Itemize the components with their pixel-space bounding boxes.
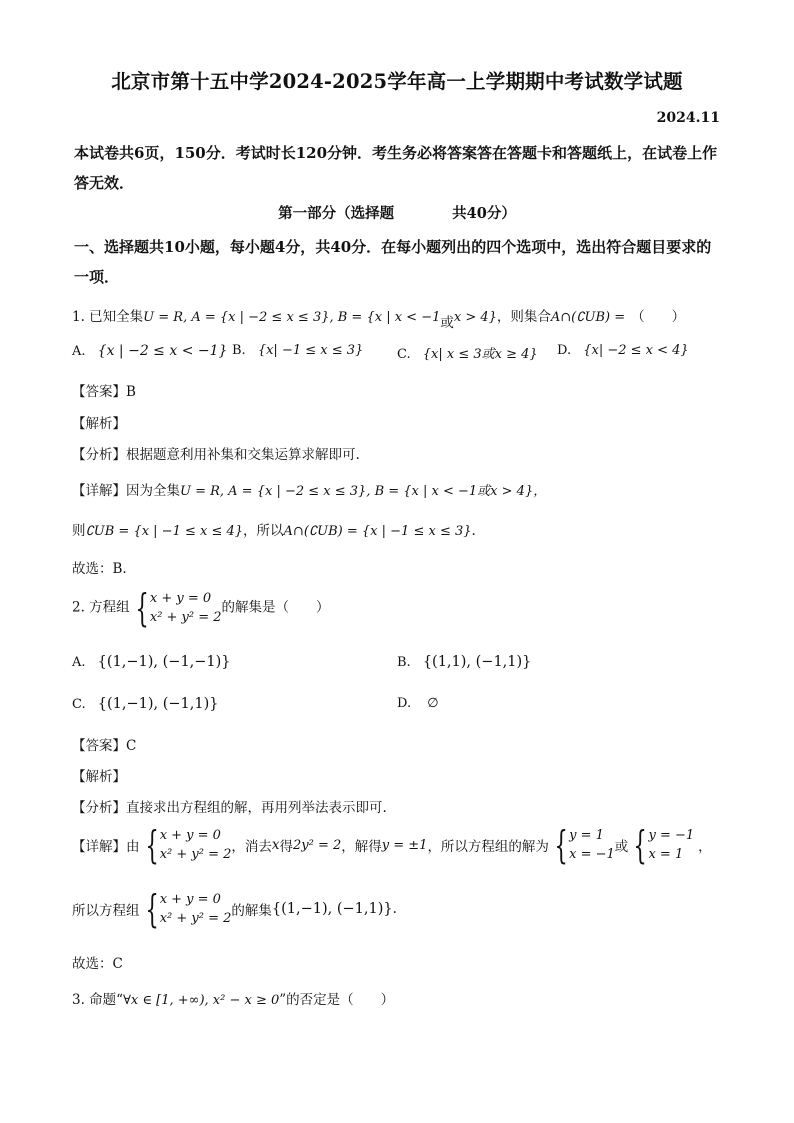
q2-solution-2: { y = −1 x = 1 (633, 823, 695, 867)
q2-system: { x + y = 0 x² + y² = 2 (135, 586, 222, 630)
question-3-suffix: ”的否定是（ ） (279, 992, 395, 1008)
line2-a: 则 (72, 523, 86, 539)
question-1-or: 或 (440, 315, 454, 331)
xiangjie-sets: U = R, A = {x | −2 ≤ x ≤ 3}, B = {x | x < −1或x > 4}， (180, 484, 547, 499)
conclusion-end: . (392, 901, 397, 917)
q1-xiangjie (72, 479, 546, 499)
q1-choose: 故选：B. (72, 561, 127, 577)
question-2-stem (72, 586, 330, 630)
conclusion-set: {(1,−1), (−1,1)} (271, 901, 393, 917)
xiangjie-part: ，所以方程组的解为 (427, 839, 549, 855)
part-heading: 第一部分（选择题 共40分） (278, 205, 516, 222)
system-row-1: x + y = 0 (159, 892, 221, 907)
option-label: D. (557, 343, 572, 358)
option-text: {x| −1 ≤ x ≤ 3} (257, 343, 364, 358)
line2-c: ，所以 (243, 523, 284, 539)
option-text: {(1,−1), (−1,1)} (97, 696, 219, 712)
option-label: C. (72, 697, 86, 712)
question-3-prefix: 3. 命题“ (72, 992, 124, 1008)
q1-xiangjie-line2 (72, 519, 476, 539)
system-row-2: x² + y² = 2 (159, 847, 232, 862)
question-1-prefix: 1. 已知全集 (72, 309, 144, 325)
q2-fenxi (72, 796, 387, 816)
option-label: A. (72, 655, 86, 670)
q1-option-d (557, 343, 689, 358)
q1-answer (72, 380, 136, 400)
q1-option-a (72, 343, 227, 359)
q2-system-3: { x + y = 0 x² + y² = 2 (144, 887, 232, 931)
option-label: C. (397, 347, 411, 362)
question-1-expression: A∩(∁UB) = (550, 310, 626, 325)
option-label: A. (72, 344, 86, 359)
option-text: {x | −2 ≤ x < −1} (97, 343, 228, 359)
conclusion-mid: 的解集 (231, 903, 272, 919)
exam-instructions: 本试卷共6页，150分．考试时长120分钟．考生务必将答案答在答题卡和答题纸上，在试卷上作答无效． (74, 144, 718, 192)
xiangjie-eq: 2y² = 2 (293, 837, 342, 853)
solution-row-1: y = 1 (569, 828, 604, 843)
q1-fenxi (72, 443, 360, 463)
question-1-paren: （ ） (631, 309, 686, 325)
answer-tag: 【答案】 (72, 738, 126, 754)
exam-date: 2024.11 (656, 110, 720, 126)
q1-option-c (397, 343, 538, 362)
solution-row-2: x = 1 (648, 847, 684, 862)
fenxi-tag: 【分析】 (72, 800, 126, 816)
line2-d: A∩(∁UB) = {x | −1 ≤ x ≤ 3} (283, 524, 472, 539)
fenxi-text: 根据题意利用补集和交集运算求解即可. (126, 447, 360, 463)
solution-row-1: y = −1 (648, 828, 695, 843)
system-row-2: x² + y² = 2 (149, 610, 222, 625)
solution-row-2: x = −1 (569, 847, 615, 862)
q2-option-a (72, 654, 231, 670)
fenxi-tag: 【分析】 (72, 447, 126, 463)
option-text: {(1,−1), (−1,−1)} (97, 654, 231, 670)
answer-value: C (126, 738, 137, 754)
xiangjie-part: ，消去 (231, 839, 272, 855)
line2-b: ∁UB = {x | −1 ≤ x ≤ 4} (85, 524, 244, 539)
q2-option-d (397, 696, 439, 711)
system-row-2: x² + y² = 2 (159, 911, 232, 926)
question-3-expression: ∀x ∈ [1, +∞), x² − x ≥ 0 (123, 993, 280, 1008)
q1-analysis-tag: 【解析】 (72, 416, 126, 432)
q2-option-c (72, 696, 218, 712)
xiangjie-comma: ， (698, 839, 712, 855)
page-title: 北京市第十五中学2024-2025学年高一上学期期中考试数学试题 (111, 70, 683, 93)
xiangjie-y: y = ±1 (381, 837, 428, 853)
xiangjie-var: x (271, 837, 280, 853)
question-1-ask: ，则集合 (496, 309, 551, 325)
option-text: {x| x ≤ 3或x ≥ 4} (422, 347, 538, 362)
option-text: {(1,1), (−1,1)} (422, 654, 532, 670)
q2-xiangjie (72, 823, 712, 867)
xiangjie-text: 因为全集 (126, 483, 180, 499)
answer-value: B (126, 384, 136, 400)
xiangjie-tag: 【详解】 (72, 483, 126, 499)
xiangjie-part: ，解得 (341, 839, 382, 855)
line2-e: . (471, 523, 476, 539)
answer-tag: 【答案】 (72, 384, 126, 400)
option-label: B. (232, 343, 246, 358)
q2-solution-1: { y = 1 x = −1 (554, 823, 615, 867)
question-2-ask: 的解集是（ ） (221, 599, 330, 616)
question-3-stem (72, 988, 394, 1008)
option-label: B. (397, 655, 411, 670)
fenxi-text: 直接求出方程组的解，再用列举法表示即可. (126, 800, 387, 816)
q1-option-b (232, 343, 363, 358)
conclusion-prefix: 所以方程组 (72, 903, 140, 919)
question-1-stem (72, 305, 686, 331)
q2-conclusion (72, 887, 397, 931)
option-label: D. (397, 696, 412, 711)
section-instructions: 一、选择题共10小题，每小题4分，共40分．在每小题列出的四个选项中，选出符合题目要求的一项． (74, 238, 712, 286)
system-row-1: x + y = 0 (149, 591, 212, 606)
question-1-tail: x > 4} (453, 310, 497, 325)
xiangjie-tag: 【详解】 (72, 839, 126, 855)
xiangjie-you: 由 (126, 839, 140, 855)
option-text: {x| −2 ≤ x < 4} (583, 343, 689, 358)
option-text: ∅ (427, 696, 439, 711)
xiangjie-or: 或 (614, 839, 629, 855)
q2-analysis-tag: 【解析】 (72, 769, 126, 785)
q2-answer (72, 734, 136, 754)
q2-system-2: { x + y = 0 x² + y² = 2 (144, 823, 232, 867)
question-2-prefix: 2. 方程组 (72, 599, 130, 616)
q2-choose: 故选：C (72, 956, 123, 972)
q2-option-b (397, 654, 531, 670)
question-1-sets: U = R, A = {x | −2 ≤ x ≤ 3}, B = {x | x < −1 (143, 310, 441, 325)
xiangjie-part: 得 (279, 839, 293, 855)
system-row-1: x + y = 0 (159, 828, 221, 843)
